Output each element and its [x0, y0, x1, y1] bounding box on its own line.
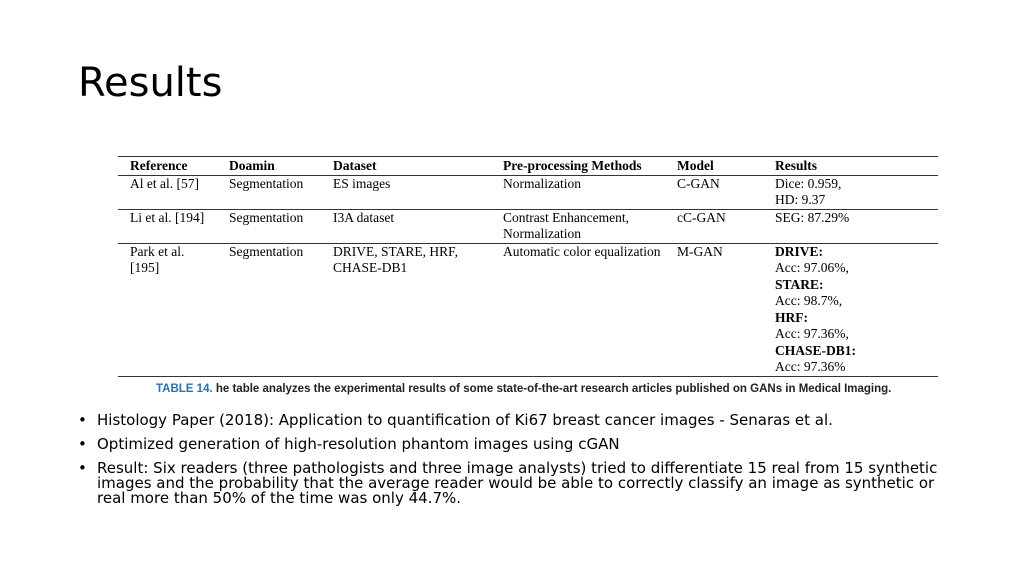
- result-line: Acc: 98.7%,: [775, 293, 843, 308]
- table-caption: [156, 383, 938, 395]
- cell-domain: Segmentation: [217, 175, 321, 209]
- cell-preprocessing: Normalization: [491, 175, 665, 209]
- bullet-text: Result: Six readers (three pathologists and three image analysts) tried to differentiate 15 real from 15 synthetic images and the probability that the average reader would be able to correctly classify an image as synthetic or real more than 50% of the time was only 44.7%.: [97, 459, 938, 507]
- cell-model: M-GAN: [665, 243, 763, 376]
- column-header-domain: Doamin: [217, 157, 321, 176]
- result-line: Acc: 97.06%,: [775, 260, 849, 275]
- bullet-item: [78, 461, 958, 506]
- bullet-dot: •: [78, 459, 87, 477]
- table-row: [118, 243, 938, 376]
- cell-results: [763, 243, 938, 376]
- cell-dataset: DRIVE, STARE, HRF, CHASE-DB1: [321, 243, 491, 376]
- table-header-row: [118, 157, 938, 176]
- results-table: [118, 156, 938, 377]
- result-dataset-label: CHASE-DB1:: [775, 342, 857, 358]
- table-caption-text: he table analyzes the experimental results of some state-of-the-art research articles published on GANs in Medical Imaging.: [212, 382, 892, 395]
- column-header-preprocessing: Pre-processing Methods: [491, 157, 665, 176]
- bullet-dot: •: [78, 435, 87, 453]
- cell-reference: Park et al. [195]: [118, 243, 217, 376]
- cell-dataset: ES images: [321, 175, 491, 209]
- bullet-dot: •: [78, 411, 87, 429]
- result-dataset-label: HRF:: [775, 309, 808, 325]
- result-line: Acc: 97.36%: [775, 359, 846, 374]
- table-row: [118, 209, 938, 243]
- cell-reference: Al et al. [57]: [118, 175, 217, 209]
- cell-reference: Li et al. [194]: [118, 209, 217, 243]
- result-line: HD: 9.37: [775, 192, 826, 207]
- result-line: SEG: 87.29%: [775, 209, 850, 225]
- bullet-text: Histology Paper (2018): Application to quantification of Ki67 breast cancer images - Senaras et al.: [97, 411, 833, 429]
- table-caption-label: TABLE 14.: [156, 382, 213, 395]
- result-line: Acc: 97.36%,: [775, 326, 849, 341]
- cell-preprocessing: Contrast Enhancement, Normalization: [491, 209, 665, 243]
- cell-model: cC-GAN: [665, 209, 763, 243]
- cell-results: [763, 209, 938, 243]
- column-header-dataset: Dataset: [321, 157, 491, 176]
- cell-results: [763, 175, 938, 209]
- slide-title: Results: [78, 60, 223, 106]
- column-header-reference: Reference: [118, 157, 217, 176]
- cell-dataset: I3A dataset: [321, 209, 491, 243]
- bullet-text: Optimized generation of high-resolution phantom images using cGAN: [97, 435, 620, 453]
- column-header-model: Model: [665, 157, 763, 176]
- cell-preprocessing: Automatic color equalization: [491, 243, 665, 376]
- cell-domain: Segmentation: [217, 209, 321, 243]
- column-header-results: Results: [763, 157, 938, 176]
- result-dataset-label: STARE:: [775, 276, 824, 292]
- table-figure: [118, 156, 938, 395]
- cell-domain: Segmentation: [217, 243, 321, 376]
- bullet-item: [78, 413, 958, 428]
- bullet-list: [78, 413, 958, 515]
- cell-model: C-GAN: [665, 175, 763, 209]
- table-row: [118, 175, 938, 209]
- result-line: Dice: 0.959,: [775, 175, 842, 191]
- result-dataset-label: DRIVE:: [775, 243, 824, 259]
- bullet-item: [78, 437, 958, 452]
